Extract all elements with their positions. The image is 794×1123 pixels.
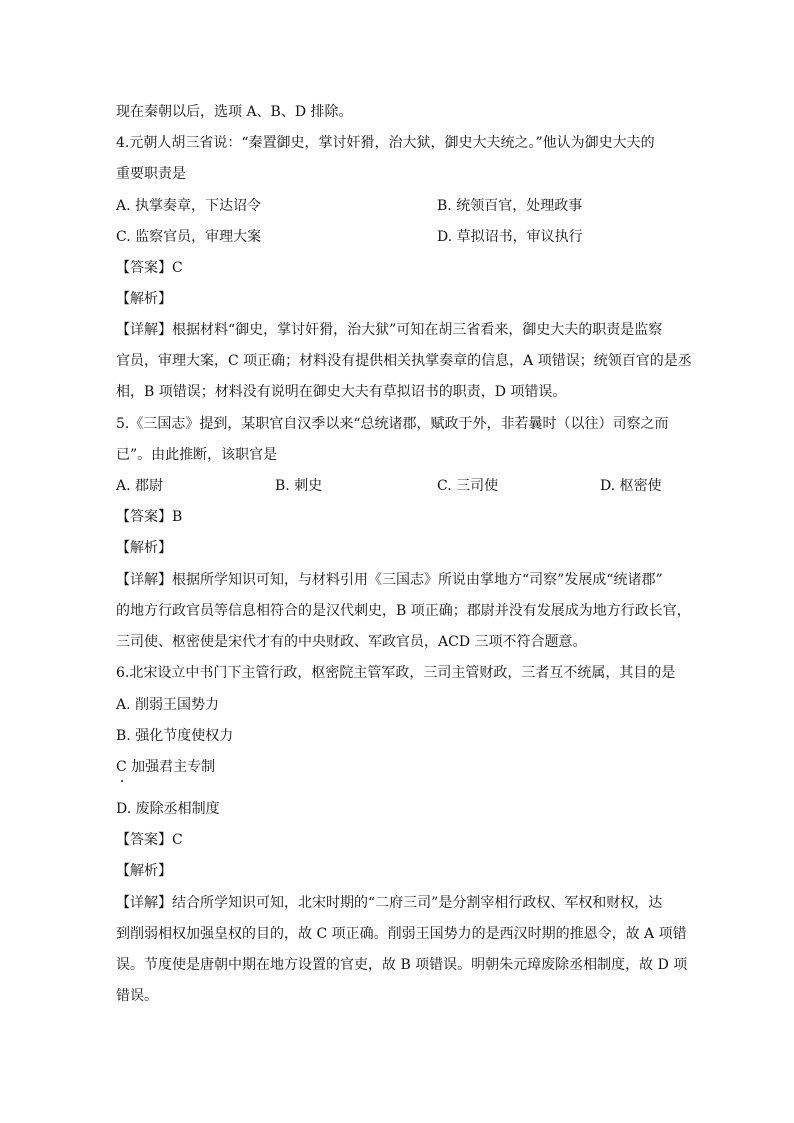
q4-analysis-label: 【解析】 bbox=[116, 291, 172, 307]
question-6-stem: 6.北宋设立中书门下主管行政，枢密院主管军政，三司主管财政，三者互不统属，其目的是 bbox=[116, 665, 676, 681]
q5-detail-line: 的地方行政官员等信息相符合的是汉代刺史，B 项正确；郡尉并没有发展成为地方行政长官， bbox=[116, 603, 691, 619]
q6-detail-line: 【详解】结合所学知识可知，北宋时期的“二府三司”是分割宰相行政权、军权和财权，达 bbox=[116, 895, 663, 911]
text-line: 现在秦朝以后，选项 A、B、D 排除。 bbox=[116, 104, 353, 120]
q5-option-b: B. 刺史 bbox=[275, 478, 323, 494]
q5-detail-line: 三司使、枢密使是宋代才有的中央财政、军政官员，ACD 三项不符合题意。 bbox=[116, 634, 587, 650]
question-5-stem: 5.《三国志》提到，某职官自汉季以来“总统诸郡，赋政于外，非若曩时（以往）司察之而 bbox=[116, 416, 669, 432]
q4-option-d: D. 草拟诏书，审议执行 bbox=[437, 229, 583, 245]
q4-option-a: A. 执掌奏章，下达诏令 bbox=[116, 198, 262, 214]
question-5-stem-cont: 已”。由此推断，该职官是 bbox=[116, 447, 278, 463]
q6-detail-line: 到削弱相权加强皇权的目的，故 C 项正确。削弱王国势力的是西汉时期的推恩令，故 A 项错 bbox=[116, 926, 687, 942]
q4-detail-line: 官员，审理大案，C 项正确；材料没有提供相关执掌奏章的信息，A 项错误；统领百官的是丞 bbox=[116, 353, 692, 369]
q6-detail-line: 误。节度使是唐朝中期在地方设置的官吏，故 B 项错误。明朝朱元璋废除丞相制度，故 D 项 bbox=[116, 957, 688, 973]
q5-option-c: C. 三司使 bbox=[437, 478, 499, 494]
scan-speck bbox=[121, 780, 123, 782]
q6-option-a: A. 削弱王国势力 bbox=[116, 697, 220, 713]
q4-answer: 【答案】C bbox=[116, 260, 183, 276]
q5-analysis-label: 【解析】 bbox=[116, 540, 172, 556]
q4-detail-line: 【详解】根据材料“御史，掌讨奸猾，治大狱”可知在胡三省看来，御史大夫的职责是监察 bbox=[116, 322, 663, 338]
question-4-stem: 4.元朝人胡三省说：“秦置御史，掌讨奸猾，治大狱，御史大夫统之。”他认为御史大夫的 bbox=[116, 135, 655, 151]
q6-analysis-label: 【解析】 bbox=[116, 863, 172, 879]
q6-option-c: C 加强君主专制 bbox=[116, 759, 216, 775]
q5-answer: 【答案】B bbox=[116, 509, 183, 525]
question-4-stem-cont: 重要职责是 bbox=[116, 166, 186, 182]
q6-detail-line: 错误。 bbox=[116, 988, 158, 1004]
q4-option-b: B. 统领百官，处理政事 bbox=[437, 198, 583, 214]
q6-option-b: B. 强化节度使权力 bbox=[116, 728, 234, 744]
q4-detail-line: 相，B 项错误；材料没有说明在御史大夫有草拟诏书的职责，D 项错误。 bbox=[116, 384, 567, 400]
q5-option-a: A. 郡尉 bbox=[116, 478, 164, 494]
q6-answer: 【答案】C bbox=[116, 832, 183, 848]
q4-option-c: C. 监察官员，审理大案 bbox=[116, 229, 262, 245]
q5-detail-line: 【详解】根据所学知识可知，与材料引用《三国志》所说由掌地方“司察”发展成“统诸郡” bbox=[116, 572, 663, 588]
q5-option-d: D. 枢密使 bbox=[600, 478, 662, 494]
q6-option-d: D. 废除丞相制度 bbox=[116, 801, 220, 817]
